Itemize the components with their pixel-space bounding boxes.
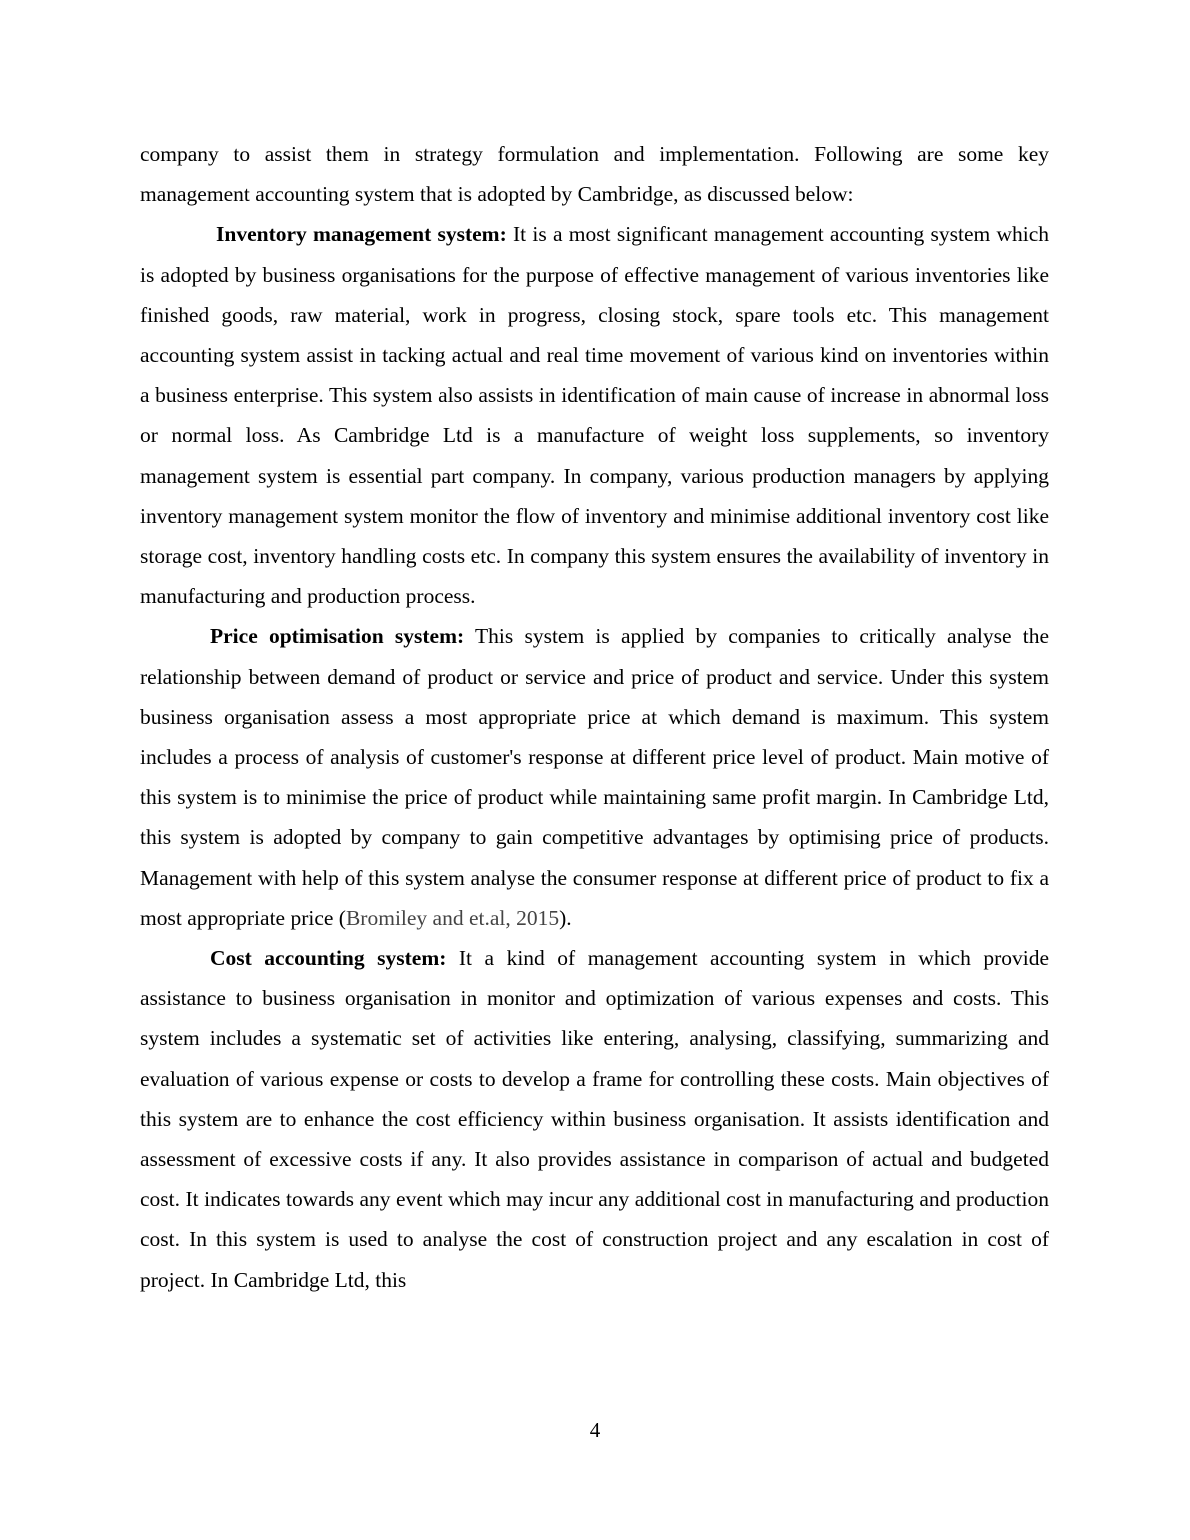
page-number: 4 [589,1418,601,1442]
inventory-management-text: It is a most significant management accounting system which is adopted by business organisations for the purpose of effective management of various inventories like finished goods, raw material, work in progress, closing stock, spare tools etc. This management accounting system assist in tacking actual and real time movement of various kind on inventories within a business enterprise. This system also assists in identification of main cause of increase in abnormal loss or normal loss. As Cambridge Ltd is a manufacture of weight loss supplements, so inventory management system is essential part company. In company, various production managers by applying inventory management system monitor the flow of inventory and minimise additional inventory cost like storage cost, inventory handling costs etc. In company this system ensures the availability of inventory in manufacturing and production process. [140,222,1049,609]
price-optimisation-paragraph [140,616,1049,938]
body-text [140,134,1049,1300]
cost-accounting-text: It a kind of management accounting system in which provide assistance to business organisation in monitor and optimization of various expenses and costs. This system includes a systematic set of activities like entering, analysing, classifying, summarizing and evaluation of various expense or costs to develop a frame for controlling these costs. Main objectives of this system are to enhance the cost efficiency within business organisation. It assists identification and assessment of excessive costs if any. It also provides assistance in comparison of actual and budgeted cost. It indicates towards any event which may incur any additional cost in manufacturing and production cost. In this system is used to analyse the cost of construction project and any escalation in cost of project. In Cambridge Ltd, this [140,946,1050,1292]
price-optimisation-text-end: ). [559,905,572,930]
cost-accounting-heading: Cost accounting system: [210,946,447,971]
price-optimisation-heading: Price optimisation system: [210,624,465,649]
cost-accounting-paragraph [140,938,1049,1300]
price-optimisation-text: This system is applied by companies to critically analyse the relationship between demand of product or service and price of product and service. Under this system business organisation assess a most appropriate price at which demand is maximum. This system includes a process of analysis of customer's response at different price level of product. Main motive of this system is to minimise the price of product while maintaining same profit margin. In Cambridge Ltd, this system is adopted by company to gain competitive advantages by optimising price of products. Management with help of this system analyse the consumer response at different price of product to fix a most appropriate price ( [140,624,1049,930]
citation: Bromiley and et.al, 2015 [345,905,560,930]
inventory-management-heading: Inventory management system: [216,222,507,247]
inventory-management-paragraph [140,214,1049,616]
intro-text: company to assist them in strategy formulation and implementation. Following are some key management accounting system that is adopted by Cambridge, as discussed below: [140,142,1049,207]
intro-paragraph [140,134,1049,214]
